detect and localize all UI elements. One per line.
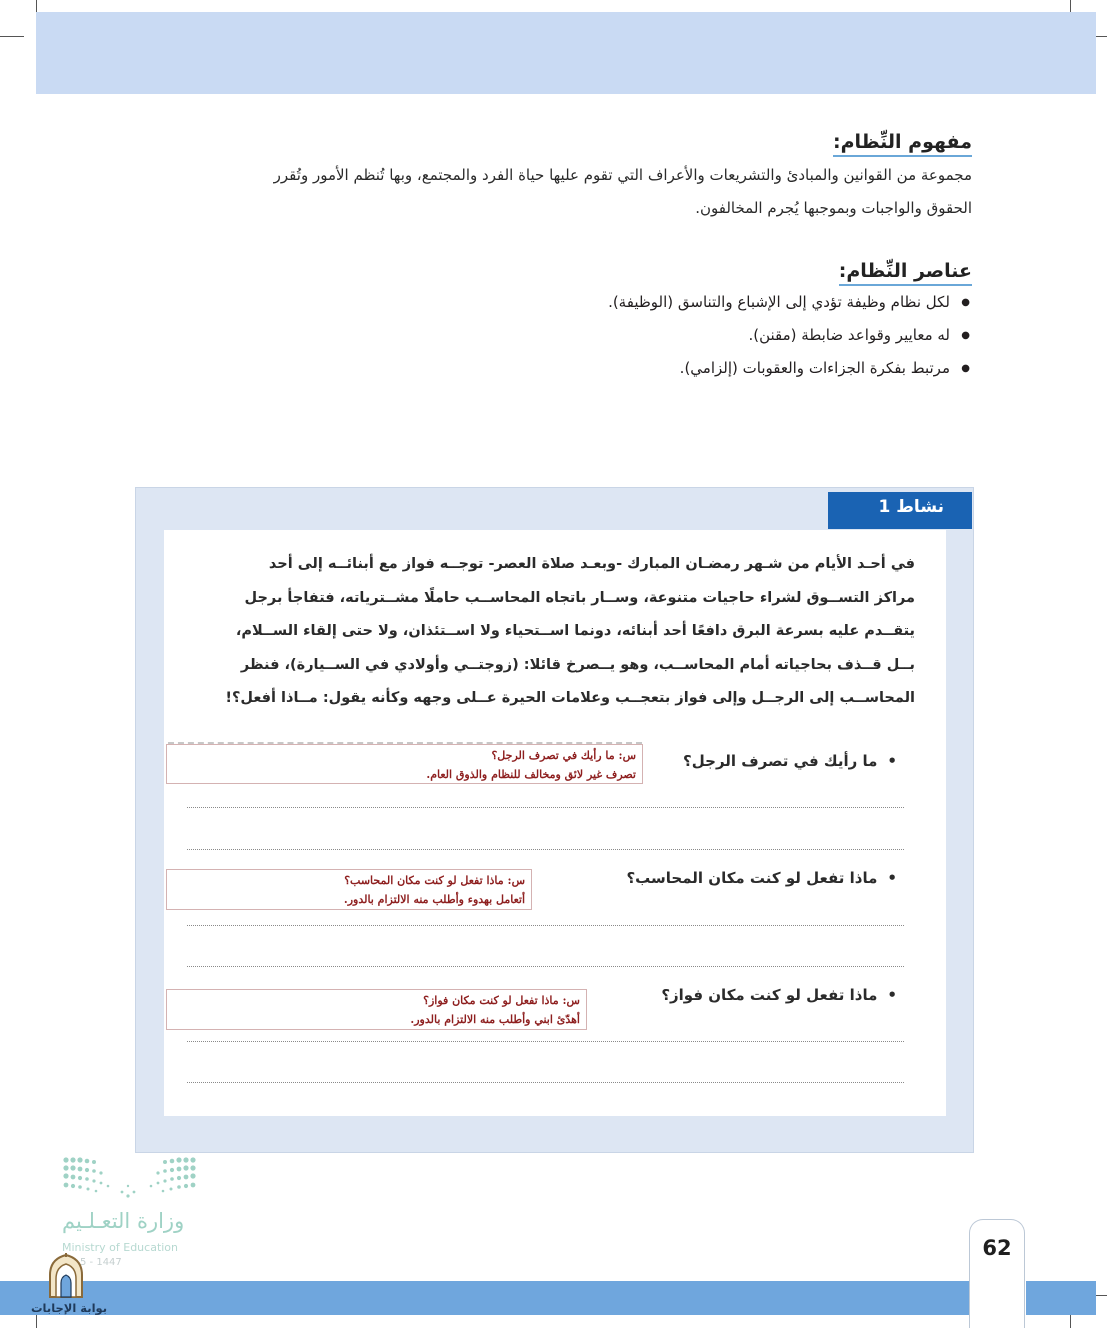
story-line: مراكز التســوق لشراء حاجيات متنوعة، وســار باتجاه المحاســب حاملًا مشــترياته، فتفاجأ برجل: [244, 589, 915, 606]
answer-text: أهدّئ ابني وأطلب منه الالتزام بالدور.: [410, 1013, 580, 1026]
activity-story: [185, 548, 915, 716]
mosque-icon: [46, 1253, 86, 1299]
question-2: • ماذا تفعل لو كنت مكان المحاسب؟: [626, 869, 897, 887]
watermark-label: بوابة الإجابات: [31, 1301, 108, 1315]
answer-line[interactable]: [187, 1082, 904, 1083]
answer-question: س: ماذا تفعل لو كنت مكان فواز؟: [423, 994, 580, 1007]
ministry-logo-icon: [62, 1156, 197, 1202]
elements-list: [130, 286, 972, 385]
question-1: • ما رأيك في تصرف الرجل؟: [683, 752, 897, 770]
concept-line: الحقوق والواجبات وبموجبها يُجرم المخالفون.: [695, 199, 972, 217]
list-item: ● مرتبط بفكرة الجزاءات والعقوبات (إلزامي).: [130, 352, 972, 385]
footer-band: [1026, 1281, 1096, 1315]
answer-line[interactable]: [187, 807, 904, 808]
answer-line[interactable]: [187, 849, 904, 850]
concept-definition: [130, 159, 972, 225]
story-line: المحاســب إلى الرجــل وإلى فواز بتعجــب وعلامات الحيرة عــلى وجهه وكأنه يقول: مــاذا أفعل؟!: [225, 690, 915, 706]
ministry-name-ar: وزارة التعـلـيم: [62, 1209, 185, 1233]
question-3: • ماذا تفعل لو كنت مكان فواز؟: [661, 986, 897, 1004]
answer-line[interactable]: [187, 1041, 904, 1042]
answer-question: س: ماذا تفعل لو كنت مكان المحاسب؟: [344, 874, 525, 887]
footer-band: [0, 1281, 971, 1315]
page-number: 62: [982, 1236, 1012, 1260]
activity-tab: نشاط 1: [828, 492, 972, 529]
crop-mark: [0, 36, 24, 37]
story-line: بــل قــذف بحاجياته أمام المحاســب، وهو يــصرخ قائلا: (زوجتــي وأولادي في الســيارة)، فنظر: [240, 656, 915, 673]
concept-title: مفهوم النِّظام:: [833, 131, 972, 157]
list-item: ● له معايير وقواعد ضابطة (مقنن).: [130, 319, 972, 352]
answer-question: س: ما رأيك في تصرف الرجل؟: [491, 749, 636, 762]
elements-title: عناصر النِّظام:: [839, 260, 972, 286]
header-band: [36, 12, 1096, 94]
ministry-year: 5 - 1447: [80, 1257, 122, 1268]
concept-section: [130, 131, 972, 225]
answer-box-3[interactable]: [166, 989, 587, 1030]
concept-line: مجموعة من القوانين والمبادئ والتشريعات والأعراف التي تقوم عليها حياة الفرد والمجتمع، وبها تُنظم الأمور وتُقرر: [273, 166, 972, 184]
answer-line[interactable]: [187, 925, 904, 926]
answer-text: تصرف غير لائق ومخالف للنظام والذوق العام.: [426, 768, 636, 781]
answer-line[interactable]: [187, 966, 904, 967]
answer-text: أتعامل بهدوء وأطلب منه الالتزام بالدور.: [343, 893, 525, 906]
answer-box-2[interactable]: [166, 869, 532, 910]
story-line: في أحـد الأيام من شـهر رمضـان المبارك -وبعـد صلاة العصر- توجــه فواز مع أبنائــه إلى أحد: [268, 556, 915, 572]
elements-section: [130, 260, 972, 385]
answer-box-1[interactable]: [166, 744, 643, 784]
story-line: يتقــدم عليه بسرعة البرق دافعًا أحد أبنائه، دونما اســتحياء ولا اســتئذان، ولا حتى إلقاء الســلام،: [235, 623, 915, 639]
ministry-name-en: Ministry of Education: [62, 1241, 179, 1254]
list-item: ● لكل نظام وظيفة تؤدي إلى الإشباع والتناسق (الوظيفة).: [130, 286, 972, 319]
